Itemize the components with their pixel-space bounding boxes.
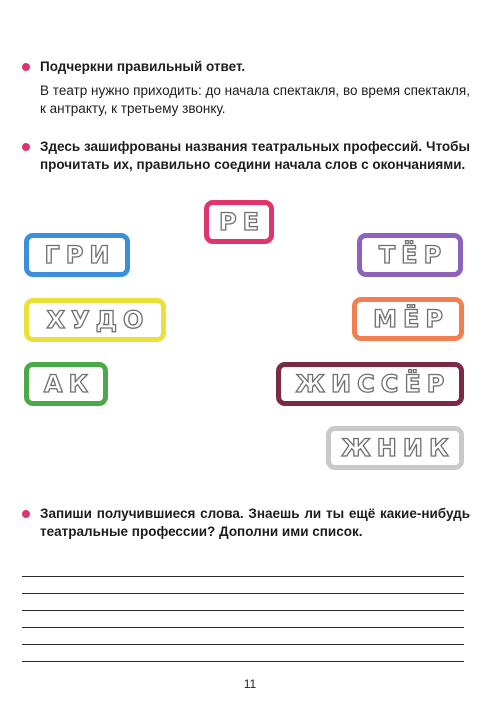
- tile-mer-text: МЁР: [373, 305, 449, 333]
- task1-heading: Подчеркни правильный ответ.: [40, 59, 246, 74]
- writing-line[interactable]: [22, 645, 464, 662]
- writing-lines[interactable]: [22, 560, 464, 662]
- bullet-icon: [22, 63, 30, 71]
- writing-line[interactable]: [22, 577, 464, 594]
- task-connect: [22, 138, 470, 174]
- task2-heading: Здесь зашифрованы названия театральных профессий. Чтобы прочитать их, правильно соедини начала слов с окончаниями.: [40, 139, 470, 172]
- bullet-icon: [22, 510, 30, 518]
- tile-zhnik-text: ЖНИК: [341, 434, 455, 462]
- tile-ter[interactable]: [357, 233, 463, 277]
- tile-ak-text: АК: [43, 370, 95, 398]
- task3-heading: Запиши получившиеся слова. Знаешь ли ты ещё какие-нибудь театральные профессии? Дополни ими список.: [40, 506, 470, 539]
- tile-zhnik[interactable]: [326, 426, 464, 470]
- tile-zhisser-text: ЖИССЁР: [295, 370, 451, 398]
- tile-re[interactable]: [204, 200, 274, 244]
- tile-ter-text: ТЁР: [378, 241, 448, 269]
- tile-mer[interactable]: [352, 297, 464, 341]
- task-underline: [22, 58, 470, 118]
- writing-line[interactable]: [22, 611, 464, 628]
- tile-hudo-text: ХУДО: [46, 306, 150, 334]
- writing-line[interactable]: [22, 594, 464, 611]
- writing-line[interactable]: [22, 628, 464, 645]
- tile-zhisser[interactable]: [276, 362, 464, 406]
- tile-gri[interactable]: [24, 233, 130, 277]
- bullet-icon: [22, 143, 30, 151]
- page-number: 11: [243, 677, 257, 691]
- tile-re-text: РЕ: [219, 208, 265, 236]
- tile-hudo[interactable]: [24, 298, 166, 342]
- tile-gri-text: ГРИ: [44, 241, 116, 269]
- tile-ak[interactable]: [24, 362, 108, 406]
- writing-line[interactable]: [22, 560, 464, 577]
- task1-text: В театр нужно приходить: до начала спектакля, во время спектакля, к антракту, к третьему звонку.: [40, 83, 470, 116]
- task-write: [22, 505, 470, 541]
